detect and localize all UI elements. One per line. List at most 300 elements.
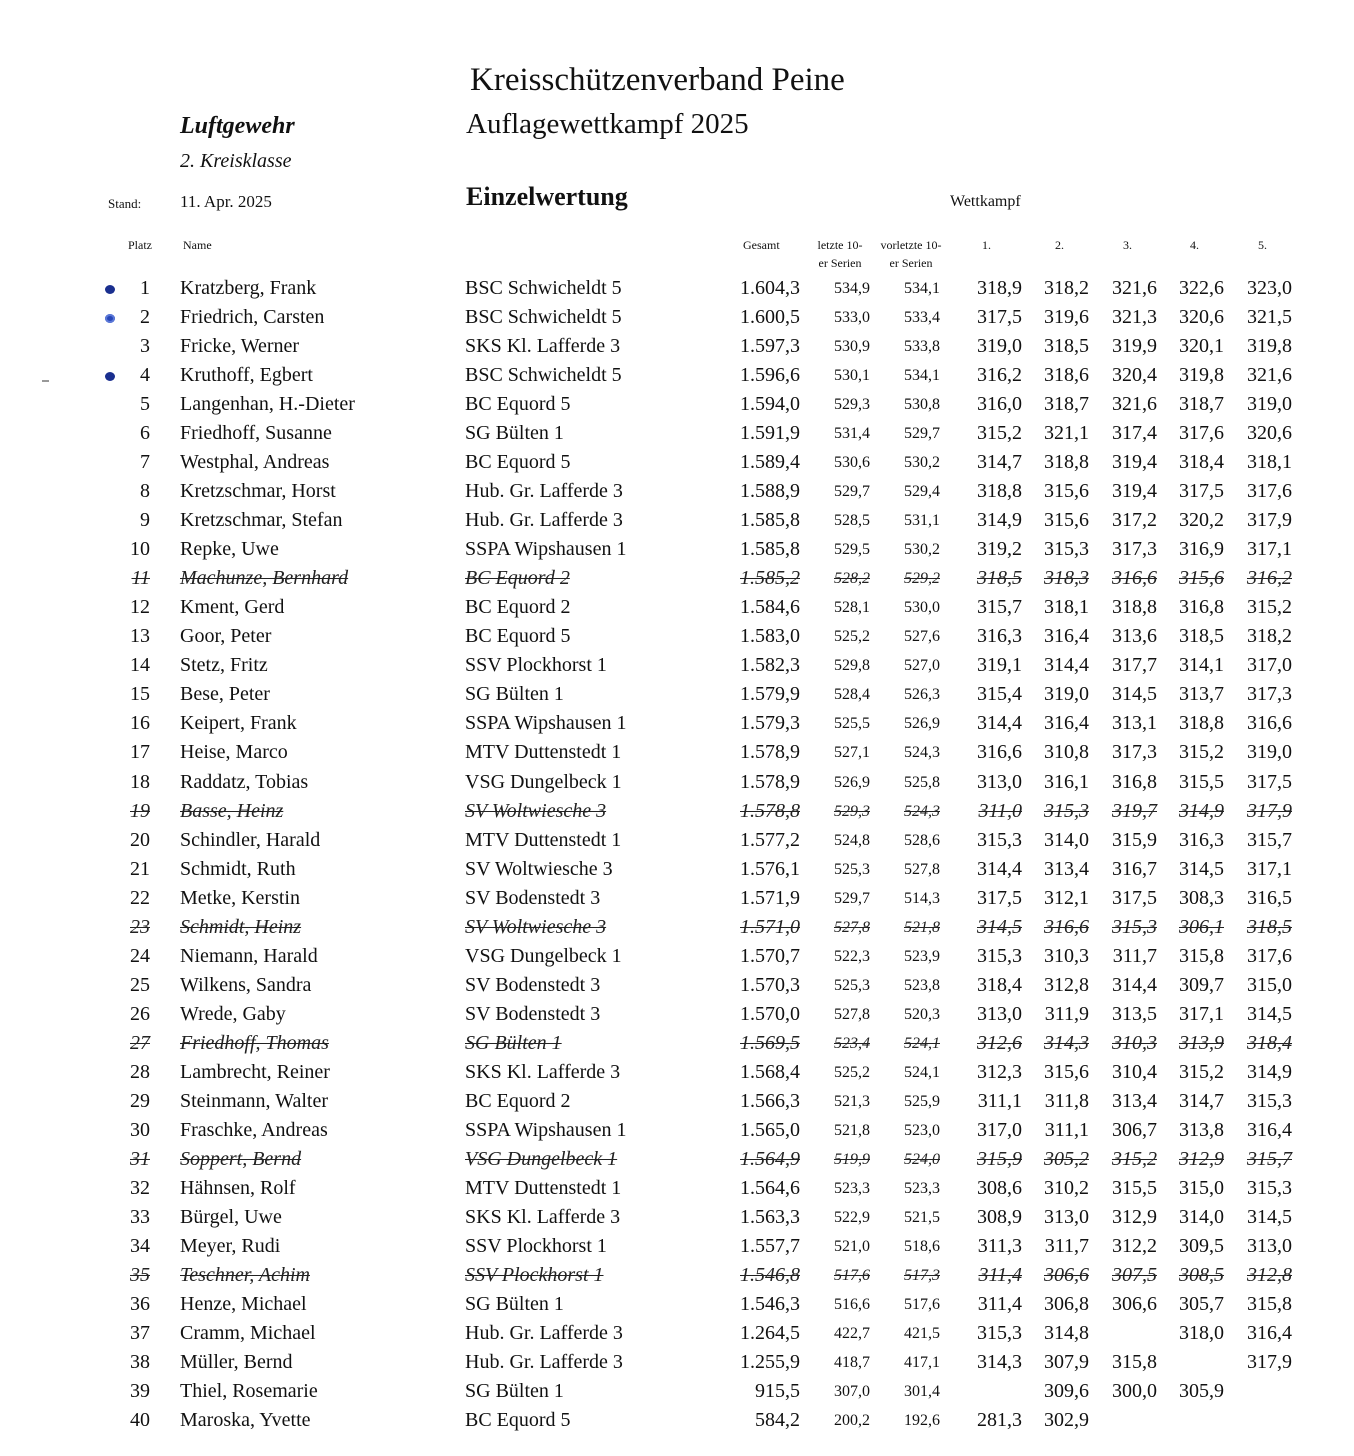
table-row	[0, 829, 1354, 858]
letzte-cell: 307,0	[834, 1383, 870, 1401]
vorletzte-cell: 534,1	[904, 367, 940, 385]
club-cell: SSV Plockhorst 1	[465, 1234, 607, 1257]
gesamt-cell: 1.591,9	[740, 422, 800, 445]
w2-cell: 318,3	[1044, 567, 1089, 590]
w4-cell: 313,7	[1179, 683, 1224, 706]
gesamt-cell: 1.604,3	[740, 277, 800, 299]
letzte-cell: 525,3	[834, 976, 870, 994]
place-cell: 4	[140, 364, 150, 387]
w3-cell: 317,4	[1112, 422, 1157, 445]
gesamt-cell: 1.585,8	[740, 509, 800, 532]
w5-cell: 319,8	[1247, 335, 1292, 358]
gesamt-cell: 1.578,9	[740, 741, 800, 764]
club-cell: SKS Kl. Lafferde 3	[465, 1205, 621, 1228]
place-cell: 35	[130, 1264, 150, 1287]
w4-cell: 320,6	[1179, 306, 1224, 329]
col-header-letzte	[808, 236, 872, 272]
w3-cell: 313,1	[1112, 712, 1157, 735]
page-subtitle: Auflagewettkampf 2025	[466, 108, 749, 140]
letzte-cell: 519,9	[834, 1150, 870, 1168]
vorletzte-cell: 523,3	[904, 1179, 940, 1197]
table-row	[0, 277, 1354, 306]
gesamt-cell: 1.582,3	[740, 654, 800, 677]
letzte-cell: 529,8	[834, 657, 870, 675]
w1-cell: 314,4	[977, 857, 1022, 880]
table-row	[0, 887, 1354, 916]
name-cell: Maroska, Yvette	[180, 1409, 311, 1432]
place-cell: 20	[130, 828, 150, 851]
w4-cell: 312,9	[1179, 1147, 1224, 1170]
w1-cell: 315,3	[977, 1322, 1022, 1345]
w2-cell: 316,4	[1044, 625, 1089, 648]
club-cell: MTV Duttenstedt 1	[465, 1176, 622, 1199]
w1-cell: 319,0	[977, 335, 1022, 358]
w2-cell: 318,8	[1044, 451, 1089, 474]
letzte-cell: 524,8	[834, 831, 870, 849]
gesamt-cell: 1.570,0	[740, 1002, 800, 1025]
w5-cell: 319,0	[1247, 741, 1292, 764]
w1-cell: 316,0	[977, 393, 1022, 416]
col-header-letzte-line2: er Serien	[818, 256, 862, 270]
table-row	[0, 771, 1354, 800]
w1-cell: 317,0	[977, 1118, 1022, 1141]
col-header-platz: Platz	[128, 238, 152, 252]
table-row	[0, 1293, 1354, 1322]
vorletzte-cell: 417,1	[904, 1354, 940, 1372]
gesamt-cell: 1.577,2	[740, 828, 800, 851]
letzte-cell: 530,9	[834, 338, 870, 356]
w1-cell: 281,3	[977, 1409, 1022, 1432]
w2-cell: 311,8	[1044, 1089, 1089, 1112]
club-cell: VSG Dungelbeck 1	[465, 770, 622, 793]
place-cell: 39	[130, 1380, 150, 1403]
w3-cell: 317,3	[1112, 741, 1157, 764]
page-title: Kreisschützenverband Peine	[470, 62, 845, 98]
w5-cell: 316,5	[1247, 886, 1292, 909]
letzte-cell: 528,5	[834, 512, 870, 530]
w2-cell: 311,7	[1044, 1234, 1089, 1257]
place-cell: 23	[130, 915, 150, 938]
gesamt-cell: 1.576,1	[740, 857, 800, 880]
place-cell: 1	[140, 277, 150, 299]
vorletzte-cell: 521,5	[904, 1208, 940, 1226]
place-cell: 34	[130, 1234, 150, 1257]
w3-cell: 317,3	[1112, 538, 1157, 561]
w5-cell: 321,5	[1247, 306, 1292, 329]
w4-cell: 315,0	[1179, 1176, 1224, 1199]
letzte-cell: 529,3	[834, 396, 870, 414]
gesamt-cell: 1.584,6	[740, 596, 800, 619]
letzte-cell: 521,3	[834, 1092, 870, 1110]
club-cell: SSV Plockhorst 1	[465, 654, 607, 677]
club-cell: MTV Duttenstedt 1	[465, 828, 622, 851]
table-row	[0, 306, 1354, 335]
place-cell: 5	[140, 393, 150, 416]
klasse-label: 2. Kreisklasse	[180, 150, 292, 172]
discipline-label: Luftgewehr	[180, 113, 295, 139]
letzte-cell: 521,8	[834, 1121, 870, 1139]
w3-cell: 313,6	[1112, 625, 1157, 648]
w2-cell: 312,8	[1044, 973, 1089, 996]
gesamt-cell: 1.585,2	[740, 567, 800, 590]
letzte-cell: 527,8	[834, 918, 870, 936]
col-header-vorletzte-line1: vorletzte 10-	[880, 238, 942, 252]
gesamt-cell: 1.570,3	[740, 973, 800, 996]
w5-cell: 318,5	[1247, 915, 1292, 938]
w1-cell: 312,3	[977, 1060, 1022, 1083]
w2-cell: 311,9	[1044, 1002, 1089, 1025]
w1-cell: 318,4	[977, 973, 1022, 996]
table-row	[0, 1380, 1354, 1409]
col-header-w4: 4.	[1190, 238, 1199, 252]
place-cell: 26	[130, 1002, 150, 1025]
gesamt-cell: 1.570,7	[740, 944, 800, 967]
letzte-cell: 525,2	[834, 1063, 870, 1081]
w5-cell: 317,9	[1247, 1351, 1292, 1374]
place-cell: 38	[130, 1351, 150, 1374]
vorletzte-cell: 531,1	[904, 512, 940, 530]
place-cell: 9	[140, 509, 150, 532]
letzte-cell: 529,3	[834, 802, 870, 820]
letzte-cell: 523,3	[834, 1179, 870, 1197]
table-row	[0, 1235, 1354, 1264]
gesamt-cell: 1.600,5	[740, 306, 800, 329]
table-row	[0, 625, 1354, 654]
w3-cell: 313,5	[1112, 1002, 1157, 1025]
w3-cell: 315,2	[1112, 1147, 1157, 1170]
gesamt-cell: 584,2	[755, 1409, 800, 1432]
table-row	[0, 945, 1354, 974]
stand-label: Stand:	[108, 196, 142, 211]
table-row	[0, 1351, 1354, 1380]
name-cell: Bürgel, Uwe	[180, 1205, 282, 1228]
w5-cell: 317,3	[1247, 683, 1292, 706]
club-cell: Hub. Gr. Lafferde 3	[465, 1322, 623, 1345]
w5-cell: 321,6	[1247, 364, 1292, 387]
w4-cell: 315,2	[1179, 1060, 1224, 1083]
club-cell: SV Woltwiesche 3	[465, 799, 607, 822]
w2-cell: 315,3	[1044, 799, 1089, 822]
w3-cell: 312,2	[1112, 1234, 1157, 1257]
place-cell: 21	[130, 857, 150, 880]
w3-cell: 320,4	[1112, 364, 1157, 387]
place-cell: 25	[130, 973, 150, 996]
w2-cell: 315,3	[1044, 538, 1089, 561]
w5-cell: 316,2	[1247, 567, 1292, 590]
vorletzte-cell: 521,8	[904, 918, 940, 936]
w2-cell: 321,1	[1044, 422, 1089, 445]
vorletzte-cell: 523,8	[904, 976, 940, 994]
w4-cell: 320,1	[1179, 335, 1224, 358]
name-cell: Wrede, Gaby	[180, 1002, 286, 1025]
table-row	[0, 1090, 1354, 1119]
w5-cell: 316,4	[1247, 1322, 1292, 1345]
w3-cell: 316,8	[1112, 770, 1157, 793]
gesamt-cell: 1.585,8	[740, 538, 800, 561]
club-cell: VSG Dungelbeck 1	[465, 1147, 618, 1170]
table-row	[0, 1177, 1354, 1206]
w2-cell: 315,6	[1044, 1060, 1089, 1083]
w3-cell: 306,7	[1112, 1118, 1157, 1141]
w2-cell: 312,1	[1044, 886, 1089, 909]
club-cell: SG Bülten 1	[465, 683, 564, 706]
w5-cell: 318,4	[1247, 1031, 1292, 1054]
w1-cell: 314,9	[977, 509, 1022, 532]
w4-cell: 317,1	[1179, 1002, 1224, 1025]
w2-cell: 307,9	[1044, 1351, 1089, 1374]
table-row	[0, 451, 1354, 480]
club-cell: SV Woltwiesche 3	[465, 915, 607, 938]
letzte-cell: 534,9	[834, 280, 870, 297]
club-cell: SG Bülten 1	[465, 1031, 562, 1054]
vorletzte-cell: 529,4	[904, 483, 940, 501]
w3-cell: 315,3	[1112, 915, 1157, 938]
w3-cell: 306,6	[1112, 1293, 1157, 1316]
place-cell: 3	[140, 335, 150, 358]
name-cell: Goor, Peter	[180, 625, 272, 648]
gesamt-cell: 1.255,9	[740, 1351, 800, 1374]
place-cell: 19	[130, 799, 150, 822]
w5-cell: 312,8	[1247, 1264, 1292, 1287]
table-row	[0, 1206, 1354, 1235]
marker-dot-icon	[105, 372, 115, 381]
w4-cell: 313,8	[1179, 1118, 1224, 1141]
w1-cell: 318,5	[977, 567, 1022, 590]
w3-cell: 317,7	[1112, 654, 1157, 677]
w4-cell: 309,7	[1179, 973, 1224, 996]
table-row	[0, 683, 1354, 712]
letzte-cell: 529,7	[834, 889, 870, 907]
w3-cell: 315,9	[1112, 828, 1157, 851]
letzte-cell: 528,4	[834, 686, 870, 704]
table-row	[0, 1322, 1354, 1351]
w4-cell: 320,2	[1179, 509, 1224, 532]
w2-cell: 315,6	[1044, 480, 1089, 503]
club-cell: Hub. Gr. Lafferde 3	[465, 1351, 623, 1374]
wettkampf-heading: Wettkampf	[950, 193, 1021, 210]
table-row	[0, 1148, 1354, 1177]
w2-cell: 318,6	[1044, 364, 1089, 387]
gesamt-cell: 1.589,4	[740, 451, 800, 474]
w3-cell: 317,2	[1112, 509, 1157, 532]
name-cell: Lambrecht, Reiner	[180, 1060, 330, 1083]
vorletzte-cell: 518,6	[904, 1237, 940, 1255]
place-cell: 27	[130, 1031, 150, 1054]
w2-cell: 314,4	[1044, 654, 1089, 677]
table-row	[0, 422, 1354, 451]
w4-cell: 322,6	[1179, 277, 1224, 299]
name-cell: Thiel, Rosemarie	[180, 1380, 318, 1403]
w3-cell: 317,5	[1112, 886, 1157, 909]
w4-cell: 314,1	[1179, 654, 1224, 677]
place-cell: 40	[130, 1409, 150, 1432]
table-row	[0, 567, 1354, 596]
name-cell: Schmidt, Ruth	[180, 857, 296, 880]
name-cell: Müller, Bernd	[180, 1351, 293, 1374]
letzte-cell: 422,7	[834, 1325, 870, 1343]
w3-cell: 318,8	[1112, 596, 1157, 619]
gesamt-cell: 1.568,4	[740, 1060, 800, 1083]
w2-cell: 314,3	[1044, 1031, 1089, 1054]
vorletzte-cell: 301,4	[904, 1383, 940, 1401]
w5-cell: 317,6	[1247, 944, 1292, 967]
table-row	[0, 538, 1354, 567]
vorletzte-cell: 527,8	[904, 860, 940, 878]
w5-cell: 318,1	[1247, 451, 1292, 474]
w1-cell: 319,1	[977, 654, 1022, 677]
w3-cell: 314,5	[1112, 683, 1157, 706]
gesamt-cell: 1.571,9	[740, 886, 800, 909]
w1-cell: 317,5	[977, 886, 1022, 909]
place-cell: 31	[130, 1147, 150, 1170]
col-header-gesamt: Gesamt	[743, 238, 780, 252]
col-header-letzte-line1: letzte 10-	[817, 238, 863, 252]
vorletzte-cell: 524,3	[904, 744, 940, 762]
gesamt-cell: 1.578,9	[740, 770, 800, 793]
vorletzte-cell: 529,2	[904, 570, 940, 588]
w3-cell: 321,6	[1112, 393, 1157, 416]
letzte-cell: 517,6	[834, 1267, 870, 1285]
w5-cell: 314,5	[1247, 1205, 1292, 1228]
w4-cell: 314,5	[1179, 857, 1224, 880]
w4-cell: 319,8	[1179, 364, 1224, 387]
gesamt-cell: 1.578,8	[740, 799, 800, 822]
table-row	[0, 654, 1354, 683]
table-row	[0, 741, 1354, 770]
table-row	[0, 364, 1354, 393]
name-cell: Fraschke, Andreas	[180, 1118, 328, 1141]
vorletzte-cell: 524,1	[904, 1034, 940, 1052]
w4-cell: 314,7	[1179, 1089, 1224, 1112]
w4-cell: 316,3	[1179, 828, 1224, 851]
table-row	[0, 1061, 1354, 1090]
w5-cell: 314,5	[1247, 1002, 1292, 1025]
w5-cell: 315,8	[1247, 1293, 1292, 1316]
w3-cell: 311,7	[1112, 944, 1157, 967]
stand-date: 11. Apr. 2025	[180, 192, 272, 211]
w1-cell: 311,0	[978, 799, 1022, 822]
w3-cell: 319,9	[1112, 335, 1157, 358]
letzte-cell: 521,0	[834, 1237, 870, 1255]
w5-cell: 315,2	[1247, 596, 1292, 619]
w2-cell: 318,1	[1044, 596, 1089, 619]
w4-cell: 317,6	[1179, 422, 1224, 445]
col-header-vorletzte	[874, 236, 948, 272]
vorletzte-cell: 530,0	[904, 599, 940, 617]
w5-cell: 317,5	[1247, 770, 1292, 793]
letzte-cell: 528,2	[834, 570, 870, 588]
letzte-cell: 530,6	[834, 454, 870, 472]
w2-cell: 306,8	[1044, 1293, 1089, 1316]
gesamt-cell: 1.583,0	[740, 625, 800, 648]
table-row	[0, 800, 1354, 829]
w3-cell: 319,4	[1112, 480, 1157, 503]
club-cell: SV Woltwiesche 3	[465, 857, 613, 880]
w2-cell: 316,6	[1044, 915, 1089, 938]
place-cell: 14	[130, 654, 150, 677]
club-cell: BC Equord 2	[465, 567, 570, 590]
letzte-cell: 527,1	[834, 744, 870, 762]
w3-cell: 315,5	[1112, 1176, 1157, 1199]
letzte-cell: 529,7	[834, 483, 870, 501]
place-cell: 11	[131, 567, 150, 590]
club-cell: BSC Schwicheldt 5	[465, 277, 622, 299]
club-cell: SG Bülten 1	[465, 1380, 564, 1403]
name-cell: Schindler, Harald	[180, 828, 321, 851]
club-cell: MTV Duttenstedt 1	[465, 741, 622, 764]
club-cell: SKS Kl. Lafferde 3	[465, 335, 621, 358]
w2-cell: 318,5	[1044, 335, 1089, 358]
w1-cell: 311,3	[977, 1234, 1022, 1257]
marker-dot-icon	[105, 285, 115, 294]
table-row	[0, 1264, 1354, 1293]
w2-cell: 314,8	[1044, 1322, 1089, 1345]
w5-cell: 315,0	[1247, 973, 1292, 996]
gesamt-cell: 1.571,0	[740, 915, 800, 938]
vorletzte-cell: 525,9	[904, 1092, 940, 1110]
col-header-w5: 5.	[1258, 238, 1267, 252]
w2-cell: 311,1	[1044, 1118, 1089, 1141]
place-cell: 33	[130, 1205, 150, 1228]
letzte-cell: 200,2	[834, 1412, 870, 1430]
club-cell: SG Bülten 1	[465, 1293, 564, 1316]
w2-cell: 310,8	[1044, 741, 1089, 764]
place-cell: 6	[140, 422, 150, 445]
w1-cell: 311,4	[978, 1264, 1022, 1287]
w3-cell: 313,4	[1112, 1089, 1157, 1112]
vorletzte-cell: 528,6	[904, 831, 940, 849]
gesamt-cell: 1.563,3	[740, 1205, 800, 1228]
w1-cell: 315,9	[977, 1147, 1022, 1170]
club-cell: SSPA Wipshausen 1	[465, 1118, 627, 1141]
club-cell: BC Equord 5	[465, 451, 571, 474]
place-cell: 32	[130, 1176, 150, 1199]
w3-cell: 316,6	[1112, 567, 1157, 590]
table-row	[0, 1119, 1354, 1148]
w3-cell: 310,3	[1112, 1031, 1157, 1054]
w5-cell: 315,7	[1247, 828, 1292, 851]
w2-cell: 318,7	[1044, 393, 1089, 416]
w2-cell: 316,4	[1044, 712, 1089, 735]
name-cell: Raddatz, Tobias	[180, 770, 309, 793]
club-cell: SV Bodenstedt 3	[465, 973, 601, 996]
club-cell: BC Equord 2	[465, 1089, 571, 1112]
name-cell: Basse, Heinz	[180, 799, 284, 822]
table-row	[0, 596, 1354, 625]
table-row	[0, 858, 1354, 887]
w5-cell: 316,4	[1247, 1118, 1292, 1141]
w5-cell: 323,0	[1247, 277, 1292, 299]
w4-cell: 318,4	[1179, 451, 1224, 474]
vorletzte-cell: 523,9	[904, 947, 940, 965]
name-cell: Teschner, Achim	[180, 1264, 310, 1287]
name-cell: Hähnsen, Rolf	[180, 1176, 296, 1199]
w4-cell: 308,5	[1179, 1264, 1224, 1287]
club-cell: Hub. Gr. Lafferde 3	[465, 480, 623, 503]
name-cell: Steinmann, Walter	[180, 1089, 328, 1112]
w3-cell: 321,6	[1112, 277, 1157, 299]
name-cell: Heise, Marco	[180, 741, 288, 764]
name-cell: Kment, Gerd	[180, 596, 285, 619]
col-header-vorletzte-line2: er Serien	[889, 256, 933, 270]
place-cell: 36	[130, 1293, 150, 1316]
name-cell: Friedhoff, Thomas	[180, 1031, 329, 1054]
marker-dot-icon	[105, 314, 115, 323]
gesamt-cell: 1.565,0	[740, 1118, 800, 1141]
letzte-cell: 525,5	[834, 715, 870, 733]
w2-cell: 309,6	[1044, 1380, 1089, 1403]
table-row	[0, 916, 1354, 945]
